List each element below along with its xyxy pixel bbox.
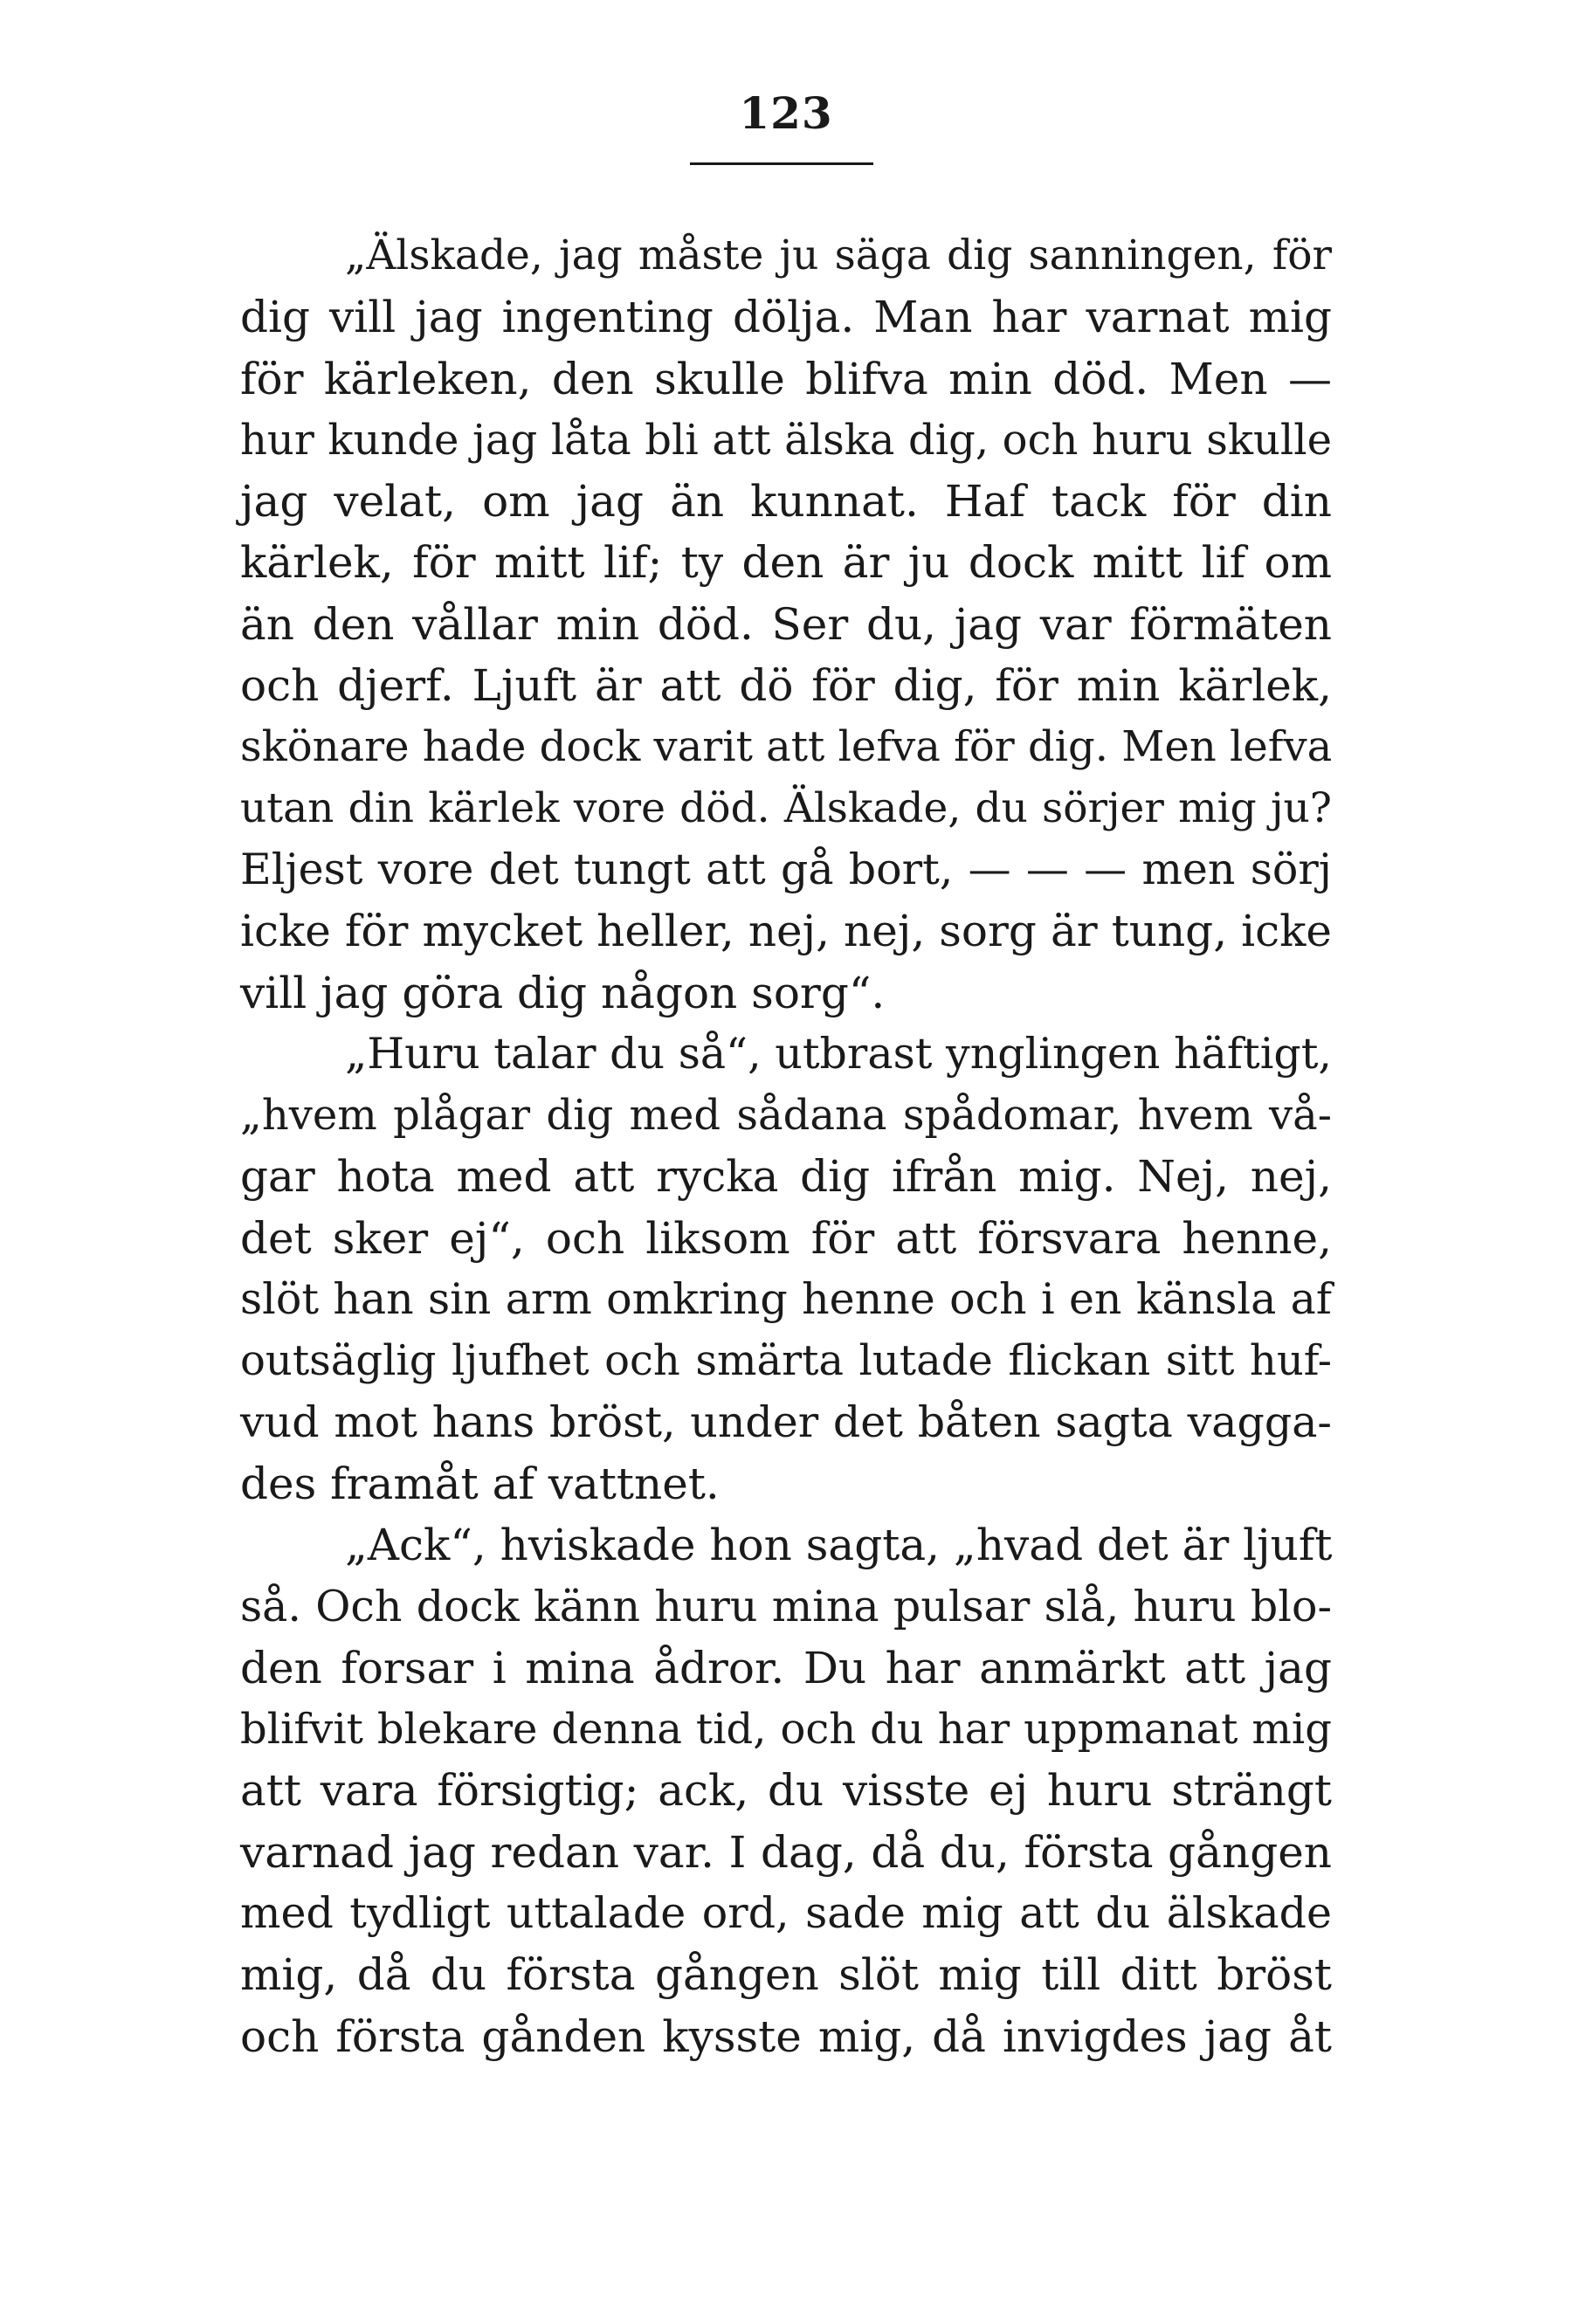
text-line: skönare hade dock varit att lefva för dig. Men lefva (240, 722, 1333, 772)
text-line: gar hota med att rycka dig ifrån mig. Nej, nej, (240, 1151, 1332, 1203)
text-line: slöt han sin arm omkring henne och i en känsla af (240, 1274, 1332, 1325)
text-line: än den vållar min död. Ser du, jag var förmäten (240, 598, 1332, 650)
text-line: outsäglig ljufhet och smärta lutade flickan sitt huf- (240, 1336, 1332, 1386)
text-line: med tydligt uttalade ord, sade mig att du älskade (240, 1888, 1332, 1939)
text-line: utan din kärlek vore död. Älskade, du sörjer mig ju? (240, 783, 1332, 832)
text-line: för kärleken, den skulle blifva min död. Men — (240, 353, 1332, 404)
page-number: 123 (739, 87, 833, 139)
text-line: varnad jag redan var. I dag, då du, första gången (240, 1826, 1332, 1878)
text-line: vud mot hans bröst, under det båten sagta vagga- (240, 1396, 1332, 1447)
text-line: mig, då du första gången slöt mig till ditt bröst (240, 1949, 1332, 2001)
text-line: vill jag göra dig någon sorg“. (240, 967, 886, 1018)
text-line: blifvit blekare denna tid, och du har uppmanat mig (240, 1705, 1332, 1755)
text-line: den forsar i mina ådror. Du har anmärkt att jag (240, 1642, 1332, 1693)
text-line: jag velat, om jag än kunnat. Haf tack för din (240, 476, 1332, 528)
text-line: des framåt af vattnet. (240, 1458, 720, 1509)
text-line: hur kunde jag låta bli att älska dig, och huru skulle (240, 415, 1332, 465)
text-line: så. Och dock känn huru mina pulsar slå, huru blo- (240, 1581, 1332, 1631)
text-line: dig vill jag ingenting dölja. Man har varnat mig (240, 292, 1332, 343)
text-line: kärlek, för mitt lif; ty den är ju dock mitt lif om (240, 537, 1332, 589)
header-rule (690, 162, 873, 165)
text-line: „Ack“, hviskade hon sagta, „hvad det är ljuft (345, 1520, 1333, 1571)
text-line: „Älskade, jag måste ju säga dig sanningen, för (345, 231, 1332, 279)
text-line: och djerf. Ljuft är att dö för dig, för min kärlek, (240, 660, 1332, 712)
text-line: och första gånden kysste mig, då invigdes jag åt (240, 2010, 1332, 2062)
text-line: Eljest vore det tungt att gå bort, — — — men sörj (240, 844, 1332, 894)
text-line: det sker ej“, och liksom för att försvara henne, (240, 1212, 1332, 1264)
text-line: „Huru talar du så“, utbrast ynglingen häftigt, (345, 1028, 1332, 1079)
text-line: att vara försigtig; ack, du visste ej huru strängt (240, 1765, 1332, 1817)
text-line: „hvem plågar dig med sådana spådomar, hvem vå- (240, 1091, 1332, 1141)
text-line: icke för mycket heller, nej, nej, sorg är tung, icke (240, 906, 1332, 957)
body-text (240, 225, 1332, 2067)
